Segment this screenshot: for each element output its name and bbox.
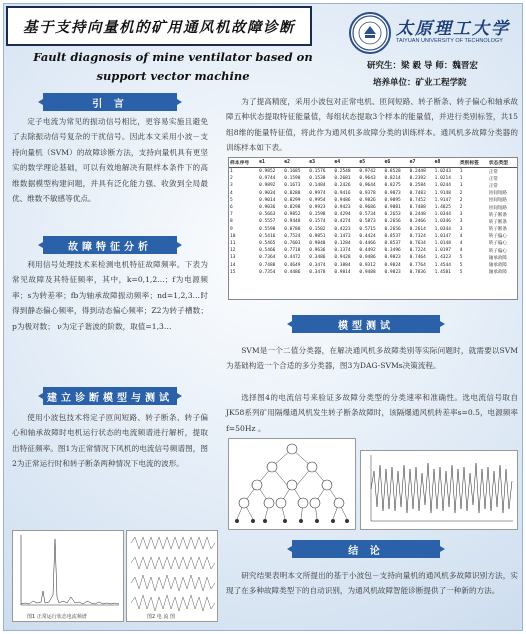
university-logo-en: TAIYUAN UNIVERSITY OF TECHNOLOGY	[396, 38, 503, 44]
conclusion-text: 研究结果表明本文所提出的基于小波包－支持向量机的通风机多故障识别方法，实现了在多种故障类型下的自动识别，为通风机故障智能诊断提供了一种新的方法。	[226, 571, 518, 596]
table-cell: 5	[459, 255, 463, 261]
table-cell: 0.9852	[259, 169, 276, 175]
table-cell: 1.0197	[434, 248, 451, 254]
table-cell: 0.7224	[409, 248, 426, 254]
figure-1	[12, 530, 124, 622]
table-cell: 11	[230, 240, 236, 246]
table-cell: 1	[459, 176, 463, 182]
table-cell: 0.9014	[259, 197, 276, 203]
waveform-plot	[127, 531, 217, 613]
table-cell: 0.8288	[284, 190, 301, 196]
table-cell: 0.4649	[284, 262, 301, 268]
table-cell: 0.1284	[334, 240, 351, 246]
figure-1-caption: 图1 正常运行状态电流频谱	[27, 614, 87, 620]
feature-heading: 故障特征分析	[43, 236, 177, 254]
table-cell: 1.9148	[434, 190, 451, 196]
table-cell: 3	[459, 212, 463, 218]
table-cell: 2	[459, 197, 463, 203]
table-cell: 轴承故障	[488, 255, 507, 261]
table-header-row	[229, 158, 517, 168]
table-cell: 0.7483	[409, 190, 426, 196]
figure-2	[126, 530, 218, 622]
model-heading: 建立诊断模型与测试	[43, 387, 177, 405]
table-cell: 0.7452	[409, 197, 426, 203]
unit-line: 培养单位：矿业工程学院	[373, 78, 467, 88]
table-cell: 2	[459, 205, 463, 211]
model-text: 使用小波包技术将定子匝间短路、转子断条、转子偏心和轴承故障时电机运行状态的电流频谱进行解析，提取出特征频率。图1为正常情况下风机的电流信号频谱图，图2为正常运行时和转子断条两种情况下电流的波形。	[12, 413, 208, 469]
title-box	[6, 6, 312, 46]
table-cell: 匝间短路	[488, 205, 507, 211]
table-cell: 15	[230, 269, 236, 275]
table-cell: 轴承故障	[488, 263, 507, 269]
table-cell: 0.7464	[409, 255, 426, 261]
table-cell: 0.9823	[384, 255, 401, 261]
table-cell: 1.0147	[434, 233, 451, 239]
table-cell: 0.4424	[359, 233, 376, 239]
table-cell: 0.9428	[334, 255, 351, 261]
table-cell: 0.9852	[284, 212, 301, 218]
table-cell: 3	[459, 226, 463, 232]
table-cell: 0.9095	[384, 197, 401, 203]
table-cell: 转子断条	[488, 227, 507, 233]
table-row	[229, 182, 517, 189]
table-cell: 0.9643	[359, 176, 376, 182]
table-cell: 0.2466	[409, 219, 426, 225]
table-cell: 0.9448	[284, 219, 301, 225]
university-seal-icon	[349, 12, 391, 54]
table-cell: 4	[459, 233, 463, 239]
table-cell: 1.0148	[434, 240, 451, 246]
spectrum-plot	[13, 531, 123, 613]
table-cell: 转子偏心	[488, 248, 507, 254]
table-cell: 0.9823	[384, 269, 401, 275]
feature-text: 利用信号处理技术来检测电机特征故障频率。下表为常见故障及其特征频率，其中，k=0,1,2…；f为电源频率；s为转差率；fb为轴承故障振动频率；nd=1,2,3…时得到静态偏心频率，得到动态偏心频率；Z2为转子槽数；p为极对数； ν为定子谐波的阶数，取值=1,3…	[12, 260, 208, 331]
table-cell: 1.4544	[434, 262, 451, 268]
table-cell: 5	[459, 262, 463, 268]
table-cell: 14	[230, 262, 236, 268]
table-cell: 1.0346	[434, 219, 451, 225]
title-cn: 基于支持向量机的矿用通风机故障诊断	[23, 18, 295, 36]
table-row	[229, 240, 517, 247]
table-cell: 0.4466	[359, 240, 376, 246]
table-cell: 1.0243	[434, 169, 451, 175]
table-cell: 0.1576	[309, 169, 326, 175]
table-cell: 0.2548	[334, 169, 351, 175]
table-cell: 5	[230, 197, 233, 203]
table-cell: 0.9423	[334, 205, 351, 211]
table-cell: 0.9081	[384, 205, 401, 211]
table-cell: 0.2426	[334, 183, 351, 189]
table-cell: 0.9486	[359, 255, 376, 261]
table-cell: 转子偏心	[488, 241, 507, 247]
table-header-cell: e3	[308, 158, 333, 168]
table-cell: 0.9742	[359, 169, 376, 175]
table-cell: 0.5663	[259, 212, 276, 218]
table-cell: 0.5598	[259, 226, 276, 232]
table-cell: 0.1582	[309, 226, 326, 232]
table-cell: 0.3486	[309, 255, 326, 261]
university-logo-text: 太原理工大学	[396, 19, 510, 39]
table-cell: 0.7524	[284, 233, 301, 239]
table-cell: 1	[459, 183, 463, 189]
table-cell: 0.1598	[284, 176, 301, 182]
table-cell: 0.2656	[384, 226, 401, 232]
table-cell: 0.7718	[284, 248, 301, 254]
table-cell: 8	[230, 219, 233, 225]
table-cell: 0.1574	[309, 219, 326, 225]
table-row	[229, 175, 517, 182]
table-cell: 0.8298	[284, 205, 301, 211]
table-cell: 4	[459, 240, 463, 246]
table-cell: 0.3474	[309, 262, 326, 268]
table-cell: 6	[230, 205, 233, 211]
table-cell: 转子偏心	[488, 234, 507, 240]
table-cell: 1	[459, 169, 463, 175]
table-cell: 1.0344	[434, 226, 451, 232]
table-cell: 9	[230, 226, 233, 232]
table-cell: 0.9974	[309, 190, 326, 196]
table-cell: 2	[230, 176, 233, 182]
table-header-cell: e8	[434, 158, 459, 168]
table-cell: 5	[459, 269, 463, 275]
table-row	[229, 211, 517, 218]
table-row	[229, 226, 517, 233]
table-cell: 匝间短路	[488, 191, 507, 197]
table-cell: 1.0244	[434, 183, 451, 189]
table-cell: 0.5466	[259, 248, 276, 254]
table-cell: 0.5416	[259, 233, 276, 239]
table-cell: 0.9644	[359, 183, 376, 189]
table-cell: 正常	[488, 176, 498, 182]
table-cell: 0.4223	[334, 226, 351, 232]
table-cell: 0.9826	[359, 197, 376, 203]
table-cell: 0.2653	[384, 212, 401, 218]
table-header-cell: e2	[283, 158, 308, 168]
table-header-cell: e6	[384, 158, 409, 168]
table-cell: 1.9147	[434, 197, 451, 203]
table-cell: 0.9954	[309, 197, 326, 203]
table-cell: 匝间短路	[488, 198, 507, 204]
table-cell: 0.9814	[334, 269, 351, 275]
test-text-1: SVM是一个二值分类器，在解决通风机多故障类别等实际问题时，就需要以SVM为基础构造一个合适的多分类器，图3为DAG-SVMs决策流程。	[226, 346, 518, 371]
table-cell: 0.4492	[359, 248, 376, 254]
training-sample-table	[228, 157, 518, 300]
current-waveform	[360, 450, 518, 530]
table-cell: 0.3884	[334, 262, 351, 268]
table-row	[229, 269, 517, 276]
table-cell: 0.2448	[409, 169, 426, 175]
table-cell: 0.7364	[259, 255, 276, 261]
table-cell: 0.1598	[309, 212, 326, 218]
table-cell: 0.8275	[384, 183, 401, 189]
table-cell: 0.8528	[384, 169, 401, 175]
table-cell: 0.9923	[309, 205, 326, 211]
table-row	[229, 261, 517, 268]
table-header-cell: e7	[409, 158, 434, 168]
table-cell: 0.7634	[409, 240, 426, 246]
table-cell: 0.5557	[259, 219, 276, 225]
table-cell: 0.1673	[284, 183, 301, 189]
table-cell: 0.1484	[309, 183, 326, 189]
intro-heading: 引 言	[43, 93, 177, 111]
table-cell: 1.4581	[434, 269, 451, 275]
table-cell: 0.2392	[409, 176, 426, 182]
table-row	[229, 254, 517, 261]
table-row	[229, 168, 517, 176]
table-cell: 0.7488	[409, 205, 426, 211]
table-cell: 0.5715	[359, 226, 376, 232]
table-cell: 0.7836	[409, 269, 426, 275]
table-cell: 0.5873	[359, 219, 376, 225]
table-cell: 0.7354	[259, 269, 276, 275]
table-cell: 1	[230, 169, 233, 175]
table-row	[229, 197, 517, 204]
table-cell: 0.5734	[359, 212, 376, 218]
table-cell: 0.9034	[259, 190, 276, 196]
table-cell: 0.1374	[334, 248, 351, 254]
table-cell: 4	[459, 248, 463, 254]
table-row	[229, 233, 517, 240]
table-header-cell: 状态类型	[488, 158, 517, 168]
table-cell: 0.2584	[409, 183, 426, 189]
table-header-cell: e5	[358, 158, 383, 168]
table-cell: 0.7764	[409, 262, 426, 268]
table-cell: 0.5465	[259, 240, 276, 246]
table-cell: 0.2614	[409, 226, 426, 232]
table-cell: 0.9416	[334, 190, 351, 196]
table-cell: 0.4274	[334, 219, 351, 225]
table-row	[229, 204, 517, 211]
test-heading: 模型测试	[292, 315, 440, 333]
table-cell: 0.8788	[284, 226, 301, 232]
table-cell: 0.9378	[359, 190, 376, 196]
author-line: 研究生：梁 毅 导 师：魏晋宏	[367, 61, 478, 71]
table-cell: 0.4472	[284, 255, 301, 261]
title-en: Fault diagnosis of mine ventilator based on support vector machine	[33, 50, 313, 83]
table-header-cell: 样本序号	[229, 158, 258, 168]
table-cell: 0.9686	[359, 205, 376, 211]
table-cell: 0.8537	[384, 240, 401, 246]
table-cell: 正常	[488, 169, 498, 175]
table-cell: 0.8214	[384, 176, 401, 182]
table-cell: 2	[459, 190, 463, 196]
table-cell: 0.3496	[384, 248, 401, 254]
table-row	[229, 218, 517, 225]
table-cell: 0.8537	[384, 233, 401, 239]
table-cell: 0.4294	[334, 212, 351, 218]
table-header-cell: e4	[333, 158, 358, 168]
table-cell: 0.9312	[359, 262, 376, 268]
table-cell: 0.9488	[359, 269, 376, 275]
table-cell: 1.0344	[434, 212, 451, 218]
table-cell: 13	[230, 255, 236, 261]
table-cell: 0.9824	[384, 262, 401, 268]
table-cell: 0.9851	[309, 233, 326, 239]
table-header-cell: 类别标签	[459, 158, 488, 168]
table-cell: 4	[230, 190, 233, 196]
table-cell: 3	[459, 219, 463, 225]
table-cell: 轴承故障	[488, 270, 507, 276]
table-cell: 0.9848	[309, 240, 326, 246]
table-cell: 0.9892	[259, 183, 276, 189]
table-cell: 0.3478	[309, 269, 326, 275]
table-cell: 转子断条	[488, 212, 507, 218]
dag-svm-diagram	[228, 438, 356, 530]
test-text-2: 选择图4的电流信号来验证多故障分类型的分类速率和准确性。选电流信号取自JK58系列矿用隔爆通风机发生转子断条故障时，该隔爆通风机转差率s=0.5，电源频率f=50Hz 。	[226, 393, 518, 433]
table-cell: 0.8299	[284, 197, 301, 203]
table-cell: 0.9486	[334, 197, 351, 203]
table-cell: 0.9036	[259, 205, 276, 211]
table-cell: 0.9873	[384, 190, 401, 196]
table-cell: 7	[230, 212, 233, 218]
table-cell: 1.4825	[434, 205, 451, 211]
table-cell: 12	[230, 248, 236, 254]
intro-text: 定子电流为常见的振动信号相比，更容易实施且避免了去除振动信号复杂的干扰信号。因此本文采用小波－支持向量机（SVM）的故障诊断方法，支持向量机具有更坚实的数学理论基础，可以有效地解决有限样本条件下的高维数据模型构建问题，并具有泛化能力强、收敛到全局最优、维数不敏感等优点。	[12, 117, 208, 204]
table-cell: 0.7488	[259, 262, 276, 268]
table-cell: 0.7324	[409, 233, 426, 239]
table-cell: 0.2448	[409, 212, 426, 218]
table-cell: 0.2681	[334, 176, 351, 182]
table-cell: 1.4323	[434, 255, 451, 261]
table-cell: 0.1473	[334, 233, 351, 239]
conclusion-heading: 结 论	[292, 540, 440, 558]
table-cell: 0.2656	[384, 219, 401, 225]
table-cell: 1.0214	[434, 176, 451, 182]
table-cell: 0.7603	[284, 240, 301, 246]
table-cell: 10	[230, 233, 236, 239]
table-cell: 0.9636	[309, 248, 326, 254]
right-intro-text: 为了提高精度，采用小波包对正常电机、匝间短路、转子断条、转子偏心和轴承故障五种状态提取特征能量值，每组状态提取3个样本的能量值，并进行类别标签，共15组8维的能量特征值，将此作为通风机多故障分类的训练样本。通风机多故障分类器的训练样本如下表。	[226, 97, 518, 153]
table-row	[229, 190, 517, 197]
table-cell: 0.1538	[309, 176, 326, 182]
table-header-cell: e1	[258, 158, 283, 168]
figure-2-caption: 图2 电 流 图	[147, 614, 175, 620]
table-row	[229, 247, 517, 254]
table-cell: 0.1685	[284, 169, 301, 175]
table-cell: 0.4486	[284, 269, 301, 275]
table-cell: 3	[230, 183, 233, 189]
table-cell: 正常	[488, 183, 498, 189]
table-cell: 转子断条	[488, 219, 507, 225]
table-cell: 0.9744	[259, 176, 276, 182]
